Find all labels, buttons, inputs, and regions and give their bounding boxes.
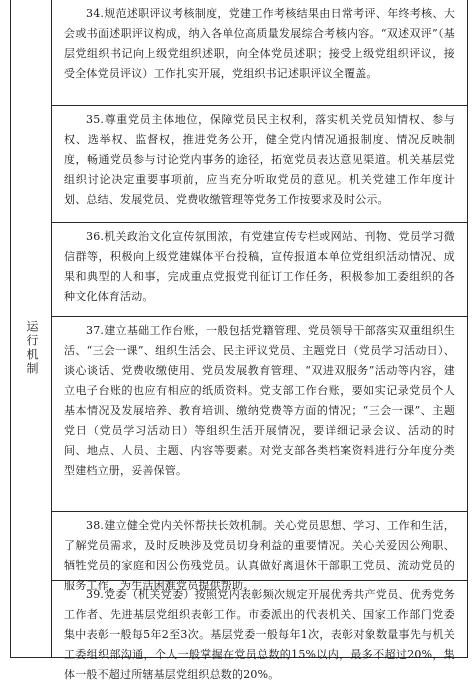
table-row xyxy=(52,222,467,316)
table-row xyxy=(52,316,467,511)
table-row xyxy=(52,580,467,681)
item-text: 34.规范述职评议考核制度，党建工作考核结果由日常考评、年终考核、大会或书面述职评议构成，纳入各单位高质量发展综合考核内容。“双述双评”（基层党组织书记向上级党组织述职，向全体党员述职；接受上级党组织评议，接受全体党员评议）工作扎实开展，党组织书记述职评议全覆盖。 xyxy=(64,7,455,80)
table-row xyxy=(52,511,467,592)
rules-table xyxy=(10,0,468,681)
item-text: 37.建立基础工作台账，一般包括党籍管理、党员领导干部落实双重组织生活、“三会一课”、组织生活会、民主评议党员、主题党日（党员学习活动日）、谈心谈话、党费收缴使用、党员发展教育管理、“双进双服务”活动等内容，建立电子台账的也应有相应的纸质资料。党支部工作台账，要如实记录党员个人基本情况及发展培养、教育培训、缴纳党费等方面的情况；“三会一课”、主题党日（党员学习活动日）等组织生活开展情况，要详细记录会议、活动的时间、地点、人员、主题、内容等要素。对党支部各类档案资料进行分年度分类型建档立册，妥善保管。 xyxy=(64,324,455,477)
items-column xyxy=(52,0,467,681)
item-text: 38.建立健全党内关怀帮扶长效机制。关心党员思想、学习、工作和生活，了解党员需求，及时反映涉及党员切身利益的重要情况。关心关爱因公殉职、牺牲党员的家庭和因公伤残党员。认真做好离退休干部职工党员、流动党员的服务工作，为生活困难党员提供帮助。 xyxy=(64,519,455,592)
item-text: 39.党委（机关党委）按照党内表彰频次规定开展优秀共产党员、优秀党务工作者、先进基层党组织表彰工作。市委派出的代表机关、国家工作部门党委集中表彰一般每5年2至3次。基层党委一般每年1次，表彰对象数量事先与机关工委组织部沟通，个人一般掌握在党员总数的15%以内，最多不超过20%，集体一般不超过所辖基层党组织总数的20%。 xyxy=(64,588,455,681)
table-row xyxy=(52,105,467,222)
item-text: 35.尊重党员主体地位，保障党员民主权利，落实机关党员知情权、参与权、选举权、监督权，推进党务公开，健全党内情况通报制度、情况反映制度，畅通党员参与讨论党内事务的途径，拓宽党员表达意见渠道。机关基层党组织讨论决定重要事项前，应当充分听取党员的意见。机关党建工作年度计划、总结、发展党员、党费收缴管理等党务工作按要求及时公示。 xyxy=(64,113,455,206)
table-row xyxy=(52,0,467,105)
item-text: 36.机关政治文化宣传氛围浓，有党建宣传专栏或网站、刊物、党员学习微信群等，积极向上级党建媒体平台投稿，宣传报道本单位党组织活动情况、成果和典型的人和事，完成重点党报党刊征订工作任务，积极参加工委组织的各种文化体育活动。 xyxy=(64,230,455,303)
category-label: 运行机制 xyxy=(25,320,39,376)
